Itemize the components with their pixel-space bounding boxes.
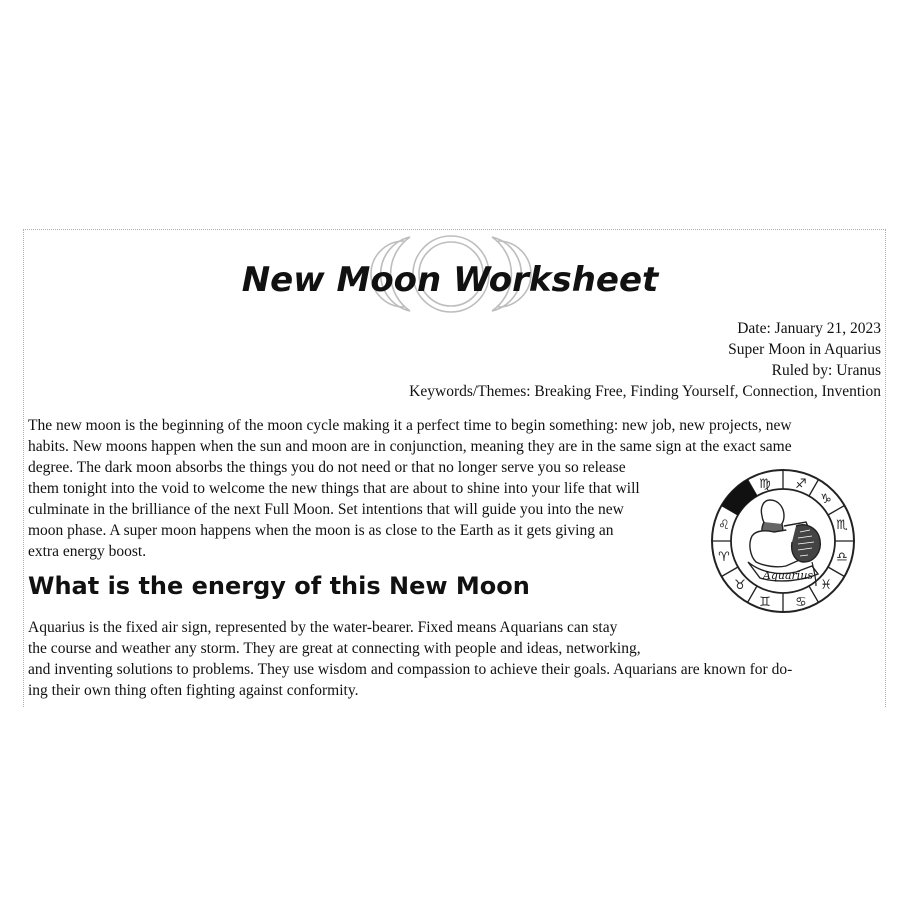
paragraph-line: the course and weather any storm. They are great at connecting with people and ideas, networking,: [28, 640, 641, 657]
energy-heading: What is the energy of this New Moon: [28, 572, 530, 600]
svg-text:♌: ♌: [718, 518, 730, 533]
energy-paragraph: [28, 617, 792, 701]
aquarius-zodiac-wheel-icon: [708, 466, 858, 616]
paragraph-line: degree. The dark moon absorbs the things you do not need or that no longer serve you so release: [28, 459, 626, 476]
svg-text:♓: ♓: [820, 578, 832, 593]
paragraph-line: culminate in the brilliance of the next Full Moon. Set intentions that will guide you into the new: [28, 501, 624, 518]
intro-paragraph: [28, 415, 792, 562]
page-title: New Moon Worksheet: [241, 260, 659, 300]
svg-text:♎: ♎: [836, 550, 848, 565]
moon-details: [409, 318, 881, 402]
paragraph-line: extra energy boost.: [28, 543, 147, 560]
paragraph-line: them tonight into the void to welcome the new things that are about to shine into your life that will: [28, 480, 640, 497]
event-text: Super Moon in Aquarius: [728, 341, 881, 358]
zodiac-label: Aquarius: [762, 569, 814, 582]
svg-text:♏: ♏: [836, 518, 848, 533]
svg-text:♉: ♉: [734, 578, 746, 593]
svg-text:♑: ♑: [820, 492, 832, 507]
paragraph-line: ing their own thing often fighting against conformity.: [28, 682, 359, 699]
svg-text:♍: ♍: [759, 477, 771, 492]
paragraph-line: moon phase. A super moon happens when the moon is as close to the Earth as it gets giving an: [28, 522, 614, 539]
svg-text:♊: ♊: [759, 595, 771, 610]
svg-text:♈: ♈: [718, 550, 730, 565]
paragraph-line: The new moon is the beginning of the moon cycle making it a perfect time to begin something: new job, new projects, new: [28, 417, 792, 434]
paragraph-line: and inventing solutions to problems. They use wisdom and compassion to achieve their goals. Aquarians are known for do-: [28, 661, 793, 678]
ruler-text: Ruled by: Uranus: [771, 362, 881, 379]
date-text: Date: January 21, 2023: [737, 320, 881, 337]
svg-text:♐: ♐: [795, 477, 807, 492]
paragraph-line: habits. New moons happen when the sun and moon are in conjunction, meaning they are in the same sign at the exact same: [28, 438, 792, 455]
keywords-text: Keywords/Themes: Breaking Free, Finding Yourself, Connection, Invention: [409, 383, 881, 400]
svg-text:♋: ♋: [795, 595, 807, 610]
paragraph-line: Aquarius is the fixed air sign, represented by the water-bearer. Fixed means Aquarians can stay: [28, 619, 618, 636]
